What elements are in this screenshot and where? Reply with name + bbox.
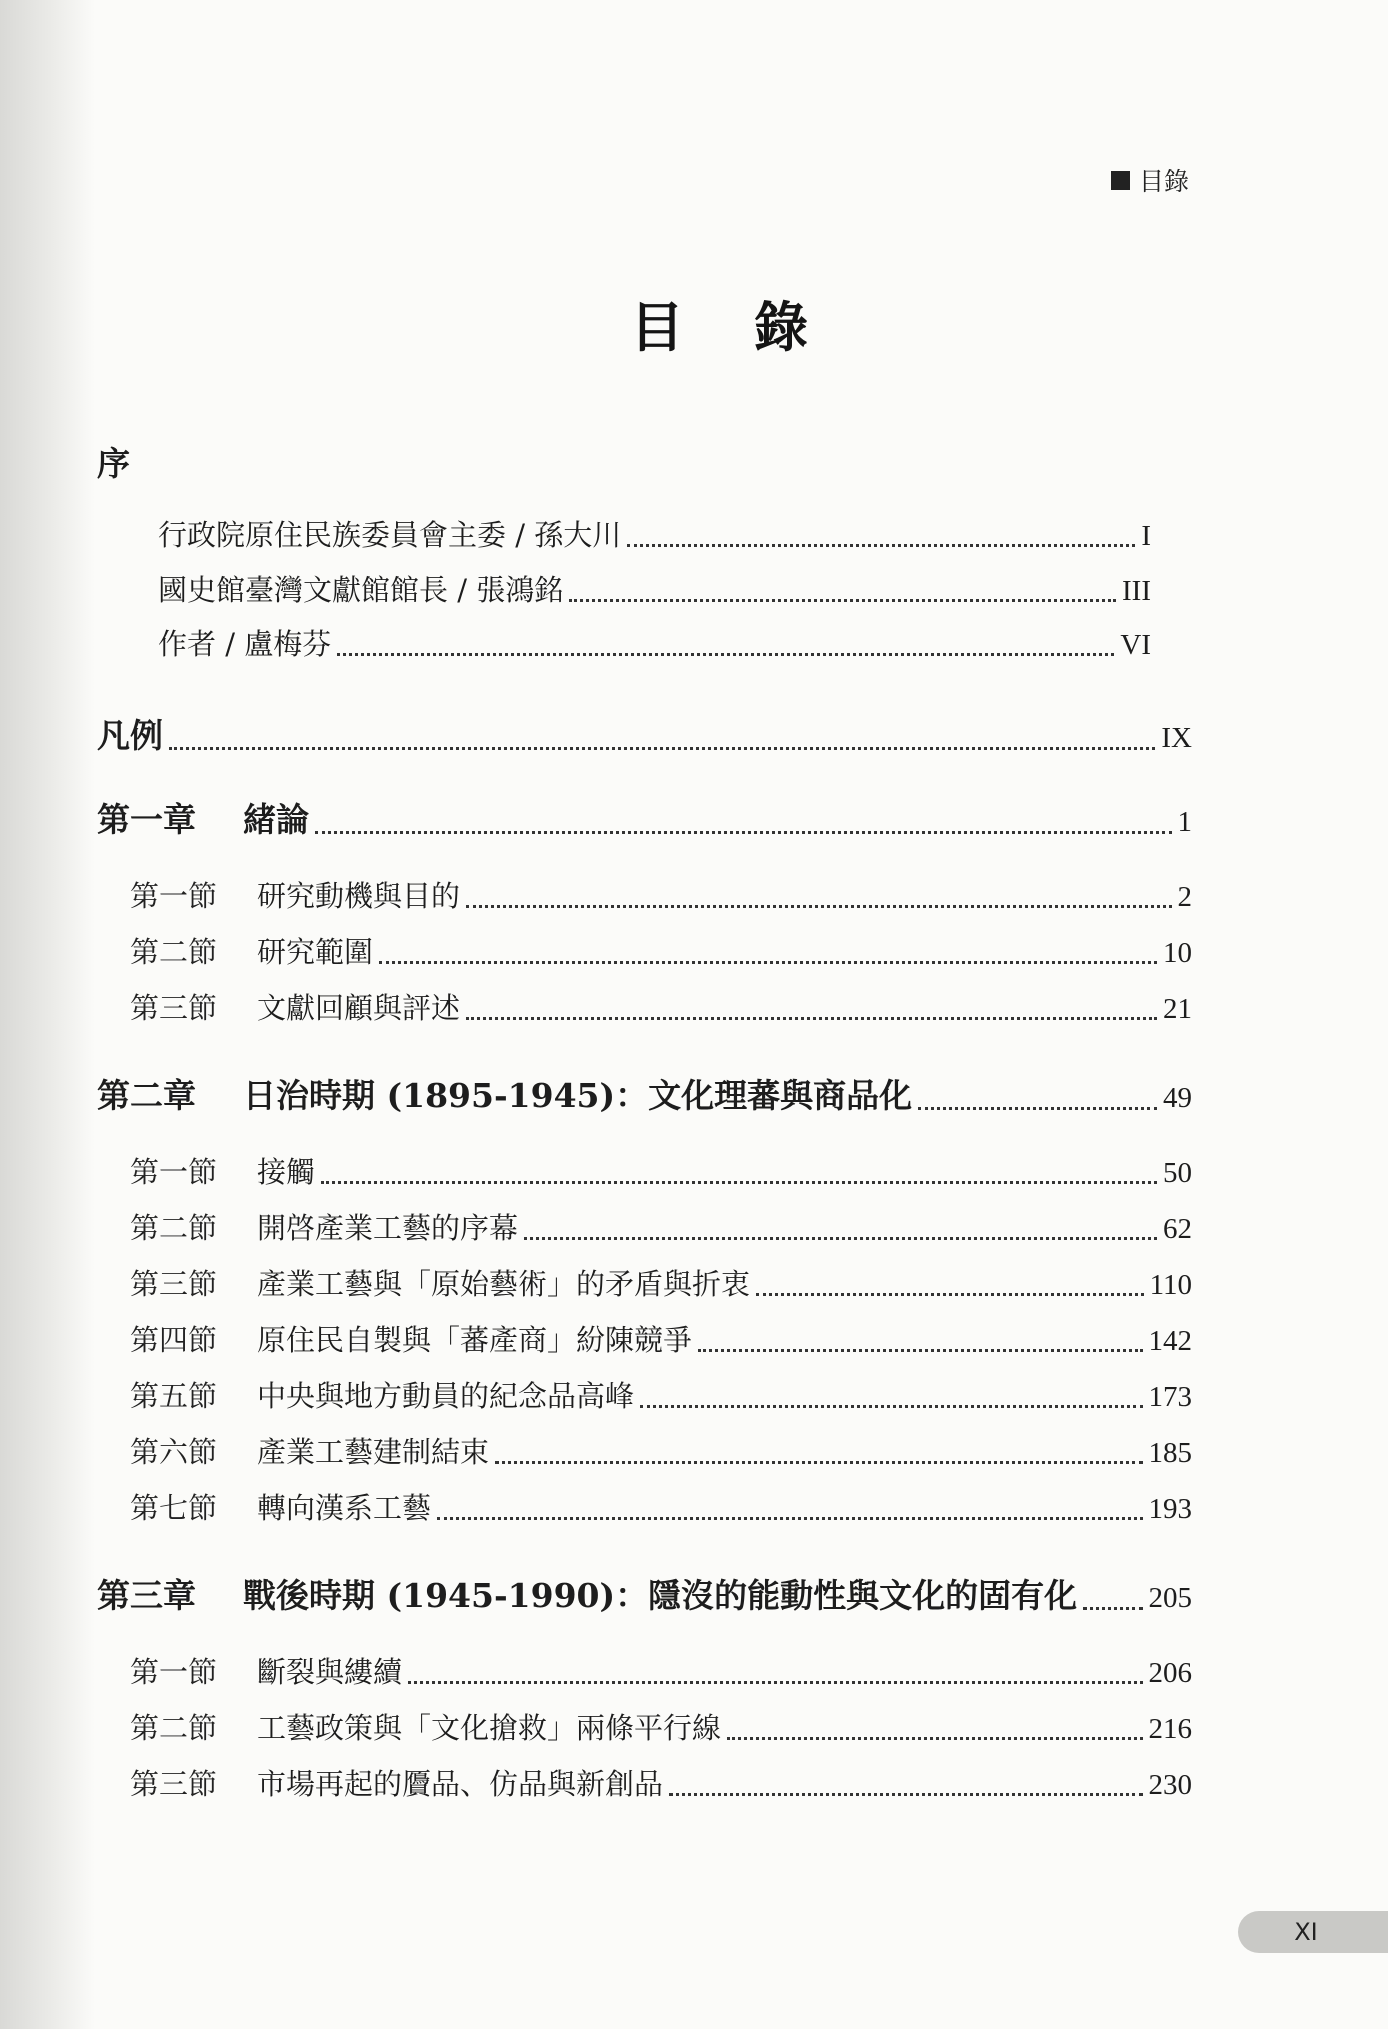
toc-section-2-3[interactable] [130,1262,1192,1303]
page-title: 目錄 [630,295,878,359]
section-page: 10 [1163,937,1192,969]
section-page: 173 [1148,1381,1192,1413]
dot-leader [698,1348,1142,1352]
chapter-title: 緒論 [243,800,309,839]
section-title: 接觸 [257,1155,316,1189]
section-title: 中央與地方動員的紀念品高峰 [257,1379,635,1413]
dot-leader [524,1236,1157,1240]
section-page: 2 [1177,881,1192,913]
toc-entry-page: I [1141,520,1151,552]
toc-section-2-1[interactable] [130,1150,1192,1191]
dot-leader [669,1792,1142,1796]
section-label: 第五節 [130,1379,218,1413]
toc-section-1-1[interactable] [130,874,1192,915]
section-title: 研究範圍 [257,935,374,969]
chapter-label: 第三章 [97,1576,196,1615]
toc-chapter-3[interactable] [97,1570,1192,1617]
chapter-label: 第一章 [97,800,196,839]
square-bullet-icon [1111,171,1130,190]
section-page: 206 [1148,1657,1192,1689]
section-title: 斷裂與縷續 [257,1655,403,1689]
dot-leader [379,960,1157,964]
dot-leader [169,746,1155,750]
section-title: 產業工藝建制結束 [257,1435,490,1469]
dot-leader [315,830,1172,834]
section-title: 研究動機與目的 [257,879,461,913]
dot-leader [627,543,1135,547]
toc-section-2-5[interactable] [130,1374,1192,1415]
toc-section-3-1[interactable] [130,1650,1192,1691]
page-number: XI [1294,1918,1318,1946]
dot-leader [321,1180,1157,1184]
section-label: 第三節 [130,991,218,1025]
dot-leader [727,1736,1142,1740]
toc-entry-page: VI [1120,629,1151,661]
toc-section-2-6[interactable] [130,1430,1192,1471]
section-page: 230 [1148,1769,1192,1801]
toc-chapter-1[interactable] [97,794,1192,841]
section-title: 產業工藝與「原始藝術」的矛盾與折衷 [257,1267,751,1301]
toc-section-2-4[interactable] [130,1318,1192,1359]
dot-leader [408,1680,1142,1684]
dot-leader [640,1404,1142,1408]
toc-entry-title: 作者 / 盧梅芬 [158,627,332,661]
dot-leader [495,1460,1142,1464]
chapter-label: 第二章 [97,1076,196,1115]
chapter-page: 205 [1148,1582,1192,1614]
chapter-page: 1 [1177,806,1192,838]
dot-leader [918,1106,1157,1110]
section-page: 193 [1148,1493,1192,1525]
toc-entry-preface-2[interactable] [158,568,1151,609]
toc-section-3-2[interactable] [130,1706,1192,1747]
section-title: 原住民自製與「蕃產商」紛陳競爭 [257,1323,693,1357]
section-page: 21 [1163,993,1192,1025]
toc-section-2-7[interactable] [130,1486,1192,1527]
section-page: 185 [1148,1437,1192,1469]
toc-entry-page: IX [1161,722,1192,754]
running-header [1111,162,1189,198]
dot-leader [756,1292,1144,1296]
toc-section-1-3[interactable] [130,986,1192,1027]
section-label: 第七節 [130,1491,218,1525]
toc-entry-title: 行政院原住民族委員會主委 / 孫大川 [158,518,622,552]
dot-leader [437,1516,1142,1520]
section-label: 第六節 [130,1435,218,1469]
dot-leader [466,1016,1157,1020]
preface-heading: 序 [97,444,130,483]
section-label: 第三節 [130,1267,218,1301]
section-label: 第一節 [130,879,218,913]
section-title: 文獻回顧與評述 [257,991,461,1025]
page-number-tab [1238,1911,1388,1953]
toc-entry-title: 凡例 [97,716,163,755]
section-page: 110 [1149,1269,1192,1301]
section-label: 第一節 [130,1655,218,1689]
section-page: 62 [1163,1213,1192,1245]
section-title: 開啓產業工藝的序幕 [257,1211,519,1245]
running-header-label: 目錄 [1139,167,1190,196]
section-label: 第二節 [130,1211,218,1245]
section-title: 工藝政策與「文化搶救」兩條平行線 [257,1711,722,1745]
chapter-page: 49 [1163,1082,1192,1114]
toc-section-3-3[interactable] [130,1762,1192,1803]
toc-section-1-2[interactable] [130,930,1192,971]
section-label: 第四節 [130,1323,218,1357]
section-label: 第二節 [130,935,218,969]
section-page: 50 [1163,1157,1192,1189]
dot-leader [466,904,1171,908]
toc-section-2-2[interactable] [130,1206,1192,1247]
section-page: 142 [1148,1325,1192,1357]
section-title: 轉向漢系工藝 [257,1491,432,1525]
toc-chapter-2[interactable] [97,1070,1192,1117]
toc-entry-title: 國史館臺灣文獻館館長 / 張鴻銘 [158,573,564,607]
section-title: 市場再起的贗品、仿品與新創品 [257,1767,664,1801]
chapter-title: 戰後時期 (1945-1990)：隱沒的能動性與文化的固有化 [243,1576,1078,1615]
toc-entry-preface-3[interactable] [158,622,1151,663]
section-label: 第一節 [130,1155,218,1189]
toc-entry-preface-1[interactable] [158,513,1151,554]
section-label: 第三節 [130,1767,218,1801]
dot-leader [337,652,1114,656]
toc-entry-fanli[interactable] [97,710,1192,757]
section-label: 第二節 [130,1711,218,1745]
toc-entry-page: III [1122,575,1151,607]
dot-leader [569,598,1116,602]
dot-leader [1083,1606,1142,1610]
chapter-title: 日治時期 (1895-1945)：文化理蕃與商品化 [243,1076,913,1115]
section-page: 216 [1148,1713,1192,1745]
